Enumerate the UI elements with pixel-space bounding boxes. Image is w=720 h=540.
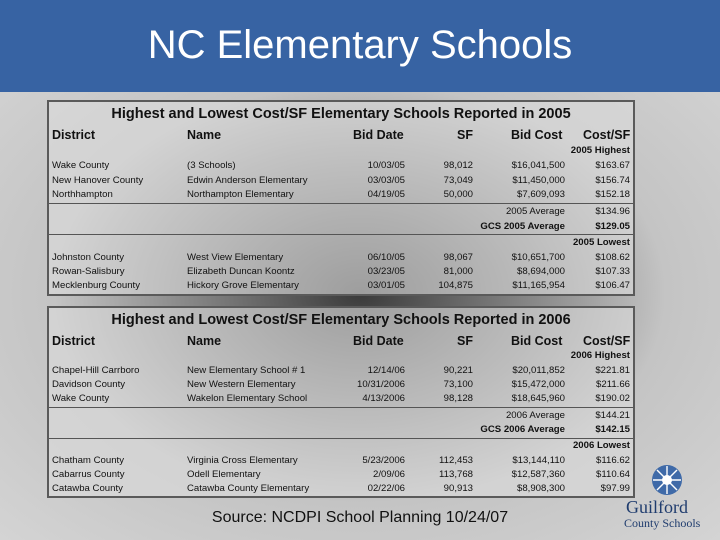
cell-cost-sf: $106.47 xyxy=(595,280,630,291)
cell-bid-cost: $13,144,110 xyxy=(512,455,565,466)
title-banner xyxy=(0,0,720,92)
cell-bid-date: 2/09/06 xyxy=(372,469,405,480)
cell-bid-cost: $8,694,000 xyxy=(516,266,565,277)
cell-name: New Western Elementary xyxy=(187,379,296,390)
cell-name: Odell Elementary xyxy=(187,469,261,480)
col-header-district: District xyxy=(52,334,96,348)
cell-bid-date: 04/19/05 xyxy=(367,189,405,200)
row-divider xyxy=(49,407,633,408)
col-header-bid-date: Bid Date xyxy=(353,128,404,142)
col-header-bid-cost: Bid Cost xyxy=(511,128,563,142)
cell-bid-cost: $15,472,000 xyxy=(511,379,565,390)
cell-sf: 113,768 xyxy=(439,469,473,480)
cell-district: Chatham County xyxy=(52,455,124,466)
cell-cost-sf: $107.33 xyxy=(595,266,630,277)
cell-district: Wake County xyxy=(52,160,110,171)
average-label: 2005 Average xyxy=(505,206,565,217)
gcs-average-label: GCS 2005 Average xyxy=(480,221,565,232)
logo-wordmark: Guilford xyxy=(626,497,688,517)
cell-bid-date: 5/23/2006 xyxy=(362,455,405,466)
table-2005 xyxy=(47,100,635,296)
row-divider xyxy=(49,234,633,235)
cell-bid-cost: $20,011,852 xyxy=(512,365,565,376)
cell-cost-sf: $108.62 xyxy=(595,252,630,263)
gcs-average-value: $129.05 xyxy=(595,221,630,232)
cell-district: Mecklenburg County xyxy=(52,280,140,291)
cell-name: Edwin Anderson Elementary xyxy=(187,175,308,186)
lowest-label: 2006 Lowest xyxy=(572,440,630,451)
cell-bid-date: 10/31/2006 xyxy=(356,379,405,390)
gcs-average-label: GCS 2006 Average xyxy=(480,424,565,435)
cell-cost-sf: $211.66 xyxy=(596,379,630,390)
cell-sf: 73,049 xyxy=(443,175,473,186)
cell-sf: 90,221 xyxy=(443,365,473,376)
logo-subtitle: County Schools xyxy=(624,516,701,530)
cell-cost-sf: $116.62 xyxy=(596,455,630,466)
cell-bid-date: 03/03/05 xyxy=(367,175,405,186)
average-label: 2006 Average xyxy=(505,410,565,421)
col-header-bid-cost: Bid Cost xyxy=(511,334,563,348)
cell-district: New Hanover County xyxy=(52,175,144,186)
gcs-average-value: $142.15 xyxy=(595,424,630,435)
cell-bid-date: 12/14/06 xyxy=(367,365,405,376)
average-value: $144.21 xyxy=(595,410,630,421)
table-2006 xyxy=(47,306,635,498)
cell-district: Northhampton xyxy=(52,189,113,200)
lowest-label: 2005 Lowest xyxy=(572,237,630,248)
cell-name: Hickory Grove Elementary xyxy=(187,280,299,291)
cell-bid-cost: $16,041,500 xyxy=(511,160,565,171)
cell-name: Wakelon Elementary School xyxy=(187,393,308,404)
cell-bid-date: 06/10/05 xyxy=(367,252,405,263)
cell-bid-cost: $8,908,300 xyxy=(516,483,565,494)
cell-bid-cost: $11,165,954 xyxy=(512,280,565,291)
cell-sf: 81,000 xyxy=(443,266,473,277)
cell-sf: 90,913 xyxy=(443,483,473,494)
col-header-name: Name xyxy=(187,128,222,142)
cell-name: Northampton Elementary xyxy=(187,189,294,200)
cell-district: Chapel-Hill Carrboro xyxy=(52,365,140,376)
source-note: Source: NCDPI School Planning 10/24/07 xyxy=(211,509,509,526)
col-header-bid-date: Bid Date xyxy=(353,334,404,348)
cell-cost-sf: $152.18 xyxy=(595,189,630,200)
col-header-district: District xyxy=(52,128,96,142)
cell-district: Davidson County xyxy=(52,379,126,390)
col-header-name: Name xyxy=(187,334,222,348)
cell-sf: 104,875 xyxy=(438,280,473,291)
cell-bid-date: 03/23/05 xyxy=(367,266,405,277)
cell-bid-cost: $7,609,093 xyxy=(516,189,565,200)
cell-district: Catawba County xyxy=(52,483,123,494)
cell-bid-date: 10/03/05 xyxy=(367,160,405,171)
col-header-cost-sf: Cost/SF xyxy=(583,128,631,142)
table-title: Highest and Lowest Cost/SF Elementary Schools Reported in 2006 xyxy=(111,312,571,328)
col-header-sf: SF xyxy=(457,128,473,142)
cell-cost-sf: $97.99 xyxy=(600,483,630,494)
cell-bid-cost: $10,651,700 xyxy=(511,252,565,263)
cell-cost-sf: $221.81 xyxy=(595,365,630,376)
cell-bid-date: 02/22/06 xyxy=(367,483,405,494)
table-title: Highest and Lowest Cost/SF Elementary Schools Reported in 2005 xyxy=(111,106,571,122)
average-value: $134.96 xyxy=(595,206,630,217)
cell-district: Rowan-Salisbury xyxy=(52,266,125,277)
cell-cost-sf: $190.02 xyxy=(595,393,630,404)
cell-bid-cost: $18,645,960 xyxy=(511,393,565,404)
cell-bid-cost: $11,450,000 xyxy=(512,175,565,186)
cell-cost-sf: $156.74 xyxy=(595,175,630,186)
cell-name: (3 Schools) xyxy=(187,160,236,171)
col-header-cost-sf: Cost/SF xyxy=(583,334,631,348)
page-title: NC Elementary Schools xyxy=(147,23,573,67)
cell-name: Elizabeth Duncan Koontz xyxy=(187,266,295,277)
cell-bid-date: 03/01/05 xyxy=(367,280,405,291)
cell-cost-sf: $110.64 xyxy=(596,469,630,480)
cell-bid-date: 4/13/2006 xyxy=(362,393,405,404)
cell-sf: 98,128 xyxy=(443,393,473,404)
cell-district: Wake County xyxy=(52,393,110,404)
cell-name: Virginia Cross Elementary xyxy=(187,455,298,466)
row-divider xyxy=(49,203,633,204)
row-divider xyxy=(49,438,633,439)
cell-sf: 112,453 xyxy=(439,455,473,466)
cell-bid-cost: $12,587,360 xyxy=(511,469,565,480)
cell-sf: 98,067 xyxy=(443,252,473,263)
highest-label: 2005 Highest xyxy=(570,145,630,156)
col-header-sf: SF xyxy=(457,334,473,348)
cell-sf: 73,100 xyxy=(443,379,473,390)
highest-label: 2006 Highest xyxy=(570,350,630,361)
cell-name: New Elementary School # 1 xyxy=(187,365,306,376)
cell-name: West View Elementary xyxy=(187,252,284,263)
cell-sf: 50,000 xyxy=(443,189,473,200)
cell-sf: 98,012 xyxy=(443,160,473,171)
cell-name: Catawba County Elementary xyxy=(187,483,310,494)
cell-district: Johnston County xyxy=(52,252,124,263)
cell-district: Cabarrus County xyxy=(52,469,125,480)
cell-cost-sf: $163.67 xyxy=(595,160,630,171)
